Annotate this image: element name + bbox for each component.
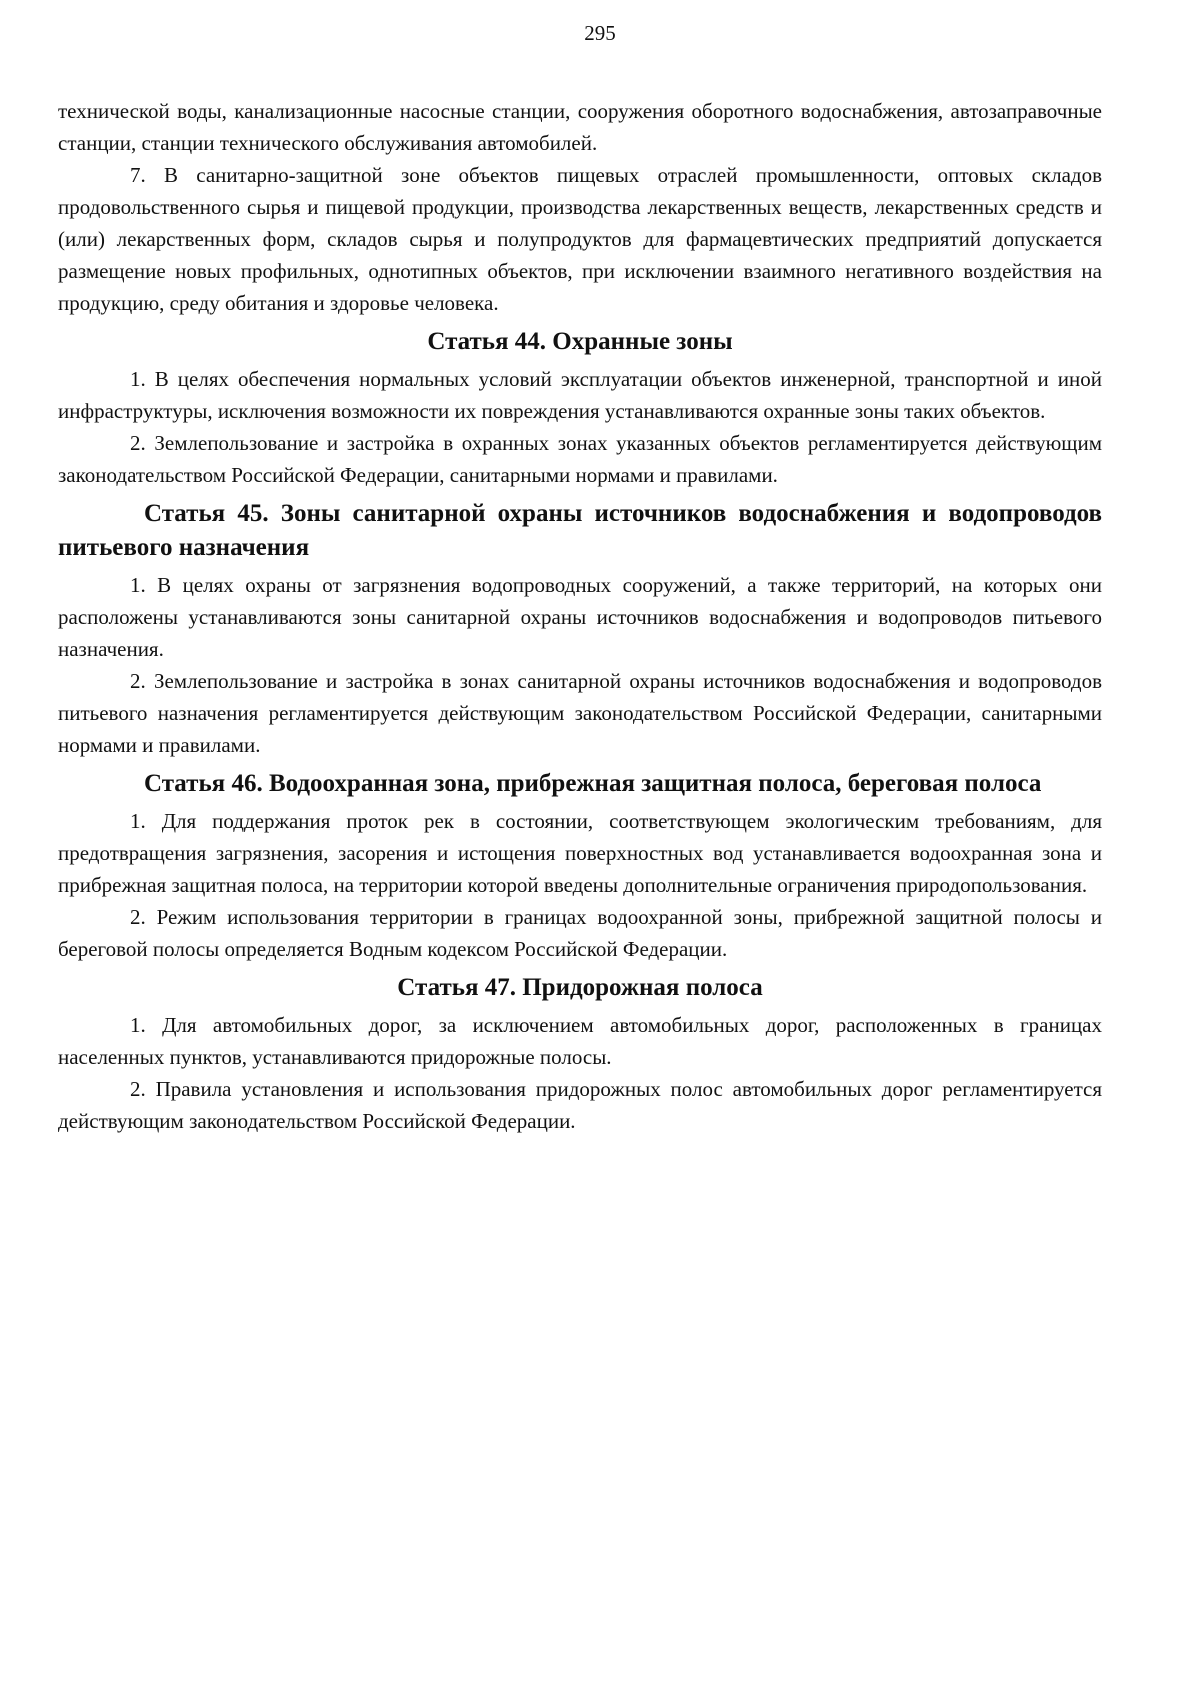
article-45-heading: Статья 45. Зоны санитарной охраны источников водоснабжения и водопроводов питьевого назначения xyxy=(58,500,1102,561)
article-46-item-1: 1. Для поддержания проток рек в состоянии, соответствующем экологическим требованиям, для предотвращения загрязнения, засорения и истощения поверхностных вод устанавливается водоохранная зона и прибрежная защитная полоса, на территории которой введены дополнительные ограничения природопользования. xyxy=(58,809,1102,897)
document-body xyxy=(58,95,1102,1137)
article-46-item-2: 2. Режим использования территории в границах водоохранной зоны, прибрежной защитной полосы и береговой полосы определяется Водным кодексом Российской Федерации. xyxy=(58,905,1102,961)
article-46-heading: Статья 46. Водоохранная зона, прибрежная защитная полоса, береговая полоса xyxy=(144,770,1042,797)
article-44-item-2: 2. Землепользование и застройка в охранных зонах указанных объектов регламентируется действующим законодательством Российской Федерации, санитарными нормами и правилами. xyxy=(58,431,1102,487)
article-47-item-1: 1. Для автомобильных дорог, за исключением автомобильных дорог, расположенных в границах населенных пунктов, устанавливаются придорожные полосы. xyxy=(58,1013,1102,1069)
paragraph-item-7: 7. В санитарно-защитной зоне объектов пищевых отраслей промышленности, оптовых складов продовольственного сырья и пищевой продукции, производства лекарственных веществ, лекарственных средств и (или) лекарственных форм, складов сырья и полупродуктов для фармацевтических предприятий допускается размещение новых профильных, однотипных объектов, при исключении взаимного негативного воздействия на продукцию, среду обитания и здоровье человека. xyxy=(58,163,1102,315)
article-44-heading: Статья 44. Охранные зоны xyxy=(427,328,733,355)
page-number: 295 xyxy=(584,21,616,45)
paragraph-continuation: технической воды, канализационные насосные станции, сооружения оборотного водоснабжения, автозаправочные станции, станции технического обслуживания автомобилей. xyxy=(58,99,1102,155)
article-45-item-2: 2. Землепользование и застройка в зонах санитарной охраны источников водоснабжения и водопроводов питьевого назначения регламентируется действующим законодательством Российской Федерации, санитарными нормами и правилами. xyxy=(58,669,1102,757)
article-47-heading: Статья 47. Придорожная полоса xyxy=(397,974,763,1001)
article-47-item-2: 2. Правила установления и использования придорожных полос автомобильных дорог регламентируется действующим законодательством Российской Федерации. xyxy=(58,1077,1102,1133)
article-45-item-1: 1. В целях охраны от загрязнения водопроводных сооружений, а также территорий, на которых они расположены устанавливаются зоны санитарной охраны источников водоснабжения и водопроводов питьевого назначения. xyxy=(58,573,1102,661)
article-44-item-1: 1. В целях обеспечения нормальных условий эксплуатации объектов инженерной, транспортной и иной инфраструктуры, исключения возможности их повреждения устанавливаются охранные зоны таких объектов. xyxy=(58,367,1102,423)
